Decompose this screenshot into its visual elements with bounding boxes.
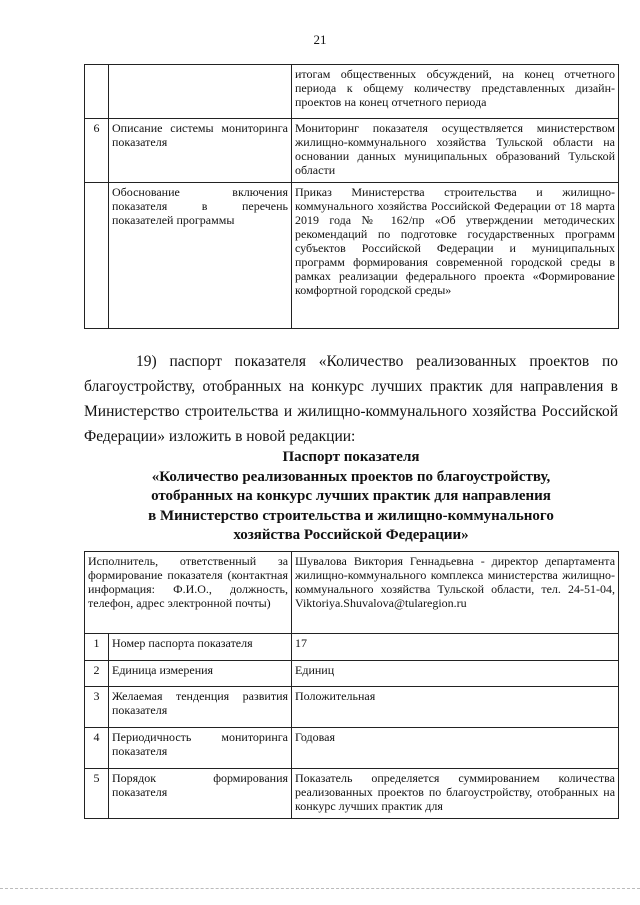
- table-row: [85, 552, 619, 634]
- indicator-table-continued: [84, 64, 619, 329]
- row-value: Единиц: [292, 661, 619, 687]
- scan-artifact-line: [0, 888, 640, 889]
- row-number: [85, 65, 109, 119]
- passport-title-line: отобранных на конкурс лучших практик для направления: [151, 488, 551, 504]
- page-number: 21: [313, 32, 327, 47]
- table-row: [85, 119, 619, 183]
- passport-title: [84, 448, 618, 546]
- amendment-text: 19) паспорт показателя «Количество реализованных проектов по благоустройству, отобранных на конкурс лучших практик для направления в Министерство строительства и жилищно-коммунального хозяйства Российской Федерации» изложить в новой редакции:: [84, 353, 618, 445]
- executor-value: Шувалова Виктория Геннадьевна - директор департамента жилищно-коммунального комплекса министерства жилищно-коммунального хозяйства Тульской области, тел. 24-51-04, Viktoriya.Shuvalova@tularegion.ru: [292, 552, 619, 634]
- passport-title-line: хозяйства Российской Федерации»: [233, 527, 469, 543]
- table-row: [85, 728, 619, 769]
- row-value: итогам общественных обсуждений, на конец отчетного периода к общему количеству представленных дизайн-проектов на конец отчетного периода: [292, 65, 619, 119]
- row-value: 17: [292, 634, 619, 661]
- row-number: 3: [85, 687, 109, 728]
- row-number: 2: [85, 661, 109, 687]
- row-value: Годовая: [292, 728, 619, 769]
- row-label: Описание системы мониторинга показателя: [109, 119, 292, 183]
- row-value: Показатель определяется суммированием количества реализованных проектов по благоустройству, отобранных на конкурс лучших практик для: [292, 769, 619, 819]
- table-row: [85, 661, 619, 687]
- row-number: 1: [85, 634, 109, 661]
- row-label: Желаемая тенденция развития показателя: [109, 687, 292, 728]
- row-number: 5: [85, 769, 109, 819]
- passport-title-line: «Количество реализованных проектов по благоустройству,: [151, 468, 551, 485]
- row-number: 6: [85, 119, 109, 183]
- row-number: 4: [85, 728, 109, 769]
- amendment-paragraph: [84, 349, 618, 449]
- row-value: Мониторинг показателя осуществляется министерством жилищно-коммунального хозяйства Тульской области на основании данных муниципальных образований Тульской области: [292, 119, 619, 183]
- row-label: Периодичность мониторинга показателя: [109, 728, 292, 769]
- row-value: Приказ Министерства строительства и жилищно-коммунального хозяйства Российской Федерации от 18 марта 2019 года № 162/пр «Об утверждении методических рекомендаций по подготовке государственных программ субъектов Российской Федерации и муниципальных программ формирования современной городской среды в рамках реализации федерального проекта «Формирование комфортной городской среды»: [292, 183, 619, 329]
- table-row: [85, 183, 619, 329]
- table-row: [85, 769, 619, 819]
- row-label: Обоснование включения показателя в перечень показателей программы: [109, 183, 292, 329]
- passport-table: [84, 551, 619, 819]
- row-number: [85, 183, 109, 329]
- row-label: [109, 65, 292, 119]
- table-row: [85, 687, 619, 728]
- row-value: Положительная: [292, 687, 619, 728]
- row-label: Порядок формирования показателя: [109, 769, 292, 819]
- row-label: Единица измерения: [109, 661, 292, 687]
- executor-label: Исполнитель, ответственный за формирование показателя (контактная информация: Ф.И.О., должность, телефон, адрес электронной почты): [85, 552, 292, 634]
- table-row: [85, 65, 619, 119]
- passport-title-line: в Министерство строительства и жилищно-коммунального: [148, 507, 554, 524]
- passport-title-line: Паспорт показателя: [282, 449, 420, 465]
- row-label: Номер паспорта показателя: [109, 634, 292, 661]
- table-row: [85, 634, 619, 661]
